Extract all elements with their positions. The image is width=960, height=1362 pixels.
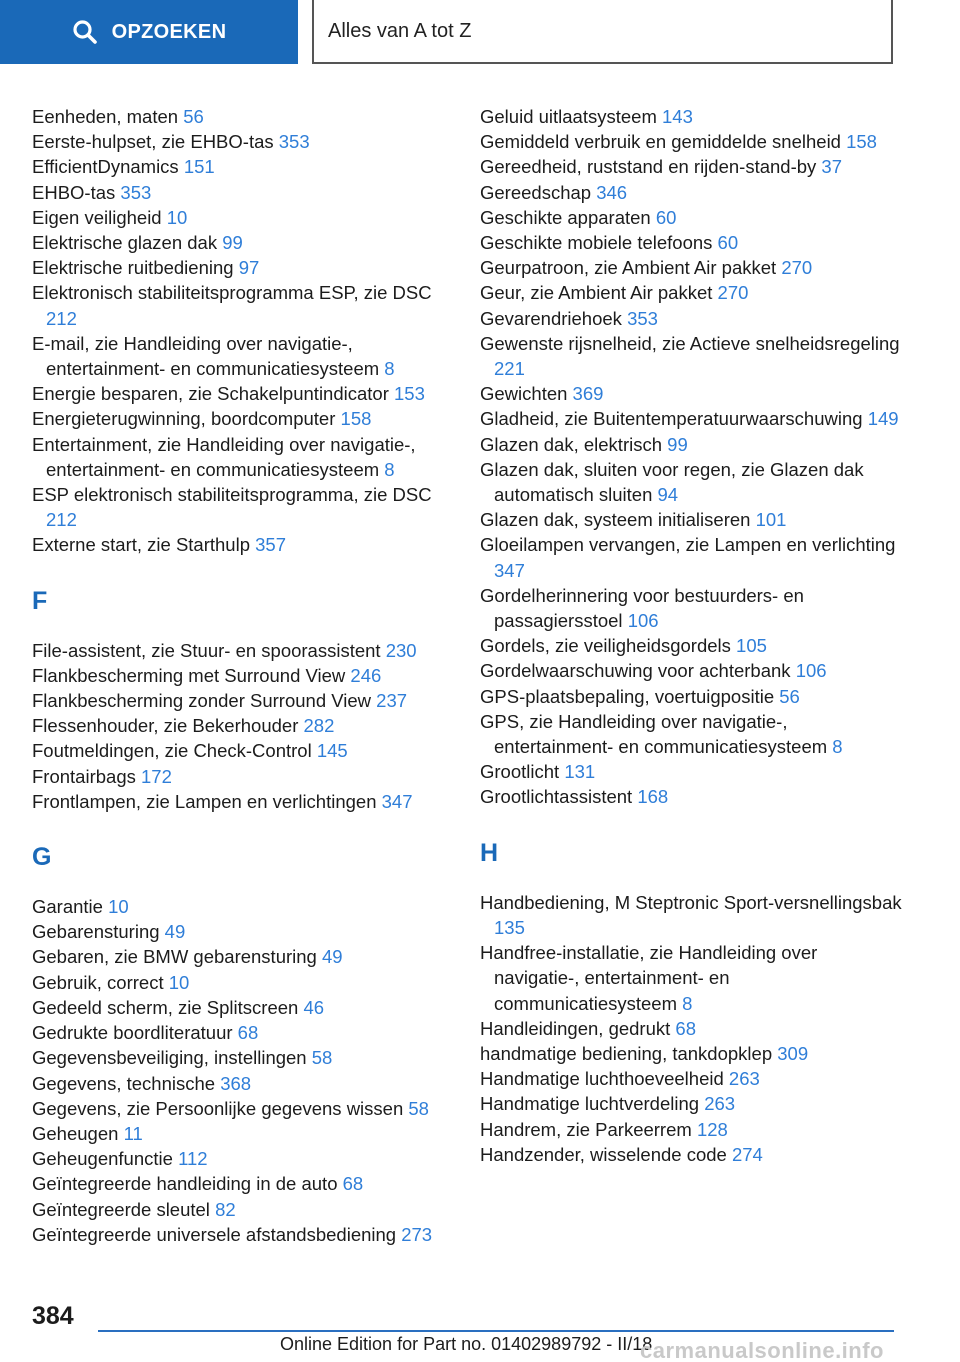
page-link[interactable]: 82 [215, 1198, 236, 1220]
index-entry [32, 1045, 452, 1070]
index-entry-text: Gegevensbeveiliging, instellingen [32, 1047, 307, 1069]
index-entry [32, 894, 452, 919]
page-link[interactable]: 353 [120, 181, 152, 203]
index-entry-text: Gordels, zie veiligheidsgordels [480, 635, 731, 657]
index-entry [32, 255, 452, 280]
index-entry [480, 784, 905, 809]
index-entry [32, 104, 452, 129]
index-entry-text: Handmatige luchthoeveelheid [480, 1068, 724, 1090]
section-letter: F [32, 586, 48, 615]
index-entry-text: Eenheden, maten [32, 106, 179, 127]
index-entry [32, 432, 452, 482]
index-entry [32, 688, 452, 713]
index-entry-text: Frontlampen, zie Lampen en verlichtingen [32, 790, 377, 812]
index-entry-text: GPS, zie Handleiding over navigatie-, entertainment- en communicatiesysteem [480, 710, 828, 758]
index-entry [32, 1121, 452, 1146]
index-entry [32, 1222, 452, 1247]
index-entry-text: Handbediening, M Steptronic Sport-versnellingsbak [480, 891, 902, 913]
index-entry-text: Externe start, zie Starthulp [32, 534, 250, 556]
section-letter: G [32, 843, 52, 872]
index-entry-text: Handrem, zie Parkeerrem [480, 1118, 692, 1140]
page-link[interactable]: 56 [779, 685, 800, 707]
page-link[interactable]: 309 [777, 1042, 809, 1064]
index-entry-text: Gewenste rijsnelheid, zie Actieve snelheidsregeling [480, 332, 900, 354]
index-entry-text: Handfree-installatie, zie Handleiding over navigatie-, entertainment- en communicatiesysteem [480, 942, 818, 1014]
index-entry-text: handmatige bediening, tankdopklep [480, 1042, 773, 1064]
page-link[interactable]: 353 [278, 131, 310, 153]
page-link[interactable]: 101 [755, 509, 787, 531]
index-entry-text: Garantie [32, 896, 103, 918]
page-link[interactable]: 270 [781, 257, 813, 279]
index-column-left [32, 104, 452, 1247]
index-entry-text: Geïntegreerde universele afstandsbediening [32, 1223, 397, 1245]
index-entry-text: Gebruik, correct [32, 971, 164, 993]
index-entry-text: Foutmeldingen, zie Check-Control [32, 740, 312, 762]
page-link[interactable]: 105 [736, 635, 767, 657]
index-entry [32, 1071, 452, 1096]
index-entry [480, 633, 905, 658]
index-entry-text: Elektronisch stabiliteitsprogramma ESP, zie DSC [32, 282, 432, 304]
index-entry-text: Elektrische glazen dak [32, 232, 218, 254]
index-entry-text: Frontairbags [32, 765, 136, 787]
index-entry [32, 789, 452, 814]
index-entry-text: Gewichten [480, 383, 568, 405]
index-entry [480, 532, 905, 582]
page-link[interactable]: 8 [682, 992, 693, 1014]
index-entry [32, 663, 452, 688]
index-entry [480, 104, 905, 129]
index-entry-text: Flankbescherming zonder Surround View [32, 690, 372, 712]
index-entry [32, 944, 452, 969]
index-entry [32, 1171, 452, 1196]
page-link[interactable]: 49 [164, 921, 186, 943]
index-entry [32, 970, 452, 995]
index-entry-text: Gordelherinnering voor bestuurders- en passagiersstoel [480, 584, 804, 632]
page-link[interactable]: 56 [183, 106, 204, 127]
index-entry-text: Gereedheid, ruststand en rijden-stand-by [480, 156, 817, 178]
index-entry-text: Glazen dak, elektrisch [480, 433, 663, 455]
index-entry-text: Grootlicht [480, 761, 560, 783]
index-entry-text: Energieterugwinning, boordcomputer [32, 408, 336, 430]
index-entry-text: Gegevens, zie Persoonlijke gegevens wissen [32, 1097, 404, 1119]
index-entry [480, 306, 905, 331]
index-entry [32, 154, 452, 179]
page-link[interactable]: 8 [832, 736, 843, 758]
index-entry [480, 1066, 905, 1091]
page-link[interactable]: 10 [168, 971, 190, 993]
index-entry [480, 432, 905, 457]
page-link[interactable]: 128 [696, 1118, 728, 1140]
footer-divider [98, 1330, 894, 1332]
index-entry [480, 280, 905, 305]
page-link[interactable]: 347 [381, 790, 413, 812]
watermark: carmanualsonline.info [640, 1338, 884, 1362]
index-entry [480, 406, 905, 431]
index-entry-text: Geschikte apparaten [480, 206, 651, 228]
index-entry [32, 230, 452, 255]
index-entry-text: EHBO-tas [32, 181, 116, 203]
index-entry [32, 381, 452, 406]
index-entry [480, 154, 905, 179]
index-entry-text: Elektrische ruitbediening [32, 257, 234, 279]
page-link[interactable]: 368 [220, 1072, 252, 1094]
index-entry-text: Entertainment, zie Handleiding over navigatie-, entertainment- en communicatiesysteem [32, 433, 416, 480]
index-entry-text: Glazen dak, systeem initialiseren [480, 509, 751, 531]
page-link[interactable]: 346 [596, 181, 628, 203]
page-link[interactable]: 49 [321, 946, 343, 968]
index-entry-text: File-assistent, zie Stuur- en spoorassistent [32, 639, 381, 661]
index-entry-text: Flessenhouder, zie Bekerhouder [32, 715, 299, 737]
index-entry [32, 995, 452, 1020]
index-entry-text: Geur, zie Ambient Air pakket [480, 282, 713, 304]
edition-text: Online Edition for Part no. 01402989792 - II/18 [280, 1334, 653, 1354]
index-entry [32, 406, 452, 431]
index-entry-text: GPS-plaatsbepaling, voertuigpositie [480, 685, 775, 707]
index-entry-text: Geïntegreerde sleutel [32, 1198, 210, 1220]
index-entry [480, 381, 905, 406]
page-link[interactable]: 168 [637, 786, 669, 808]
index-entry-text: Eerste-hulpset, zie EHBO-tas [32, 131, 274, 153]
index-entry-text: Gemiddeld verbruik en gemiddelde snelheid [480, 131, 841, 153]
page-link[interactable]: 212 [46, 509, 77, 531]
page-link[interactable]: 273 [401, 1223, 433, 1245]
page-link[interactable]: 145 [316, 740, 348, 762]
page-link[interactable]: 60 [717, 232, 739, 254]
search-button-label: OPZOEKEN [111, 20, 227, 43]
page-link[interactable]: 274 [731, 1143, 763, 1165]
page-link[interactable]: 106 [627, 610, 659, 632]
chapter-title: Alles van A tot Z [328, 19, 472, 42]
page-link[interactable]: 10 [108, 896, 129, 918]
index-entry-text: EfficientDynamics [32, 156, 179, 178]
page-number: 384 [32, 1302, 74, 1330]
index-entry [32, 129, 452, 154]
page-link[interactable]: 37 [821, 156, 842, 178]
index-entry-text: Glazen dak, sluiten voor regen, zie Glazen dak automatisch sluiten [480, 458, 864, 506]
page-link[interactable]: 8 [384, 358, 395, 380]
search-button[interactable] [0, 0, 298, 64]
index-entry-text: Flankbescherming met Surround View [32, 664, 346, 686]
page-link[interactable]: 68 [237, 1022, 259, 1044]
page-link[interactable]: 149 [867, 408, 899, 430]
index-entry [32, 1096, 452, 1121]
index-entry [480, 940, 905, 1016]
page-link[interactable]: 270 [717, 282, 749, 304]
page-link[interactable]: 221 [494, 358, 525, 380]
page-link[interactable]: 172 [141, 765, 172, 787]
index-entry-text: Handleidingen, gedrukt [480, 1017, 671, 1039]
page-link[interactable]: 357 [255, 534, 287, 556]
page-link[interactable]: 11 [123, 1122, 143, 1144]
index-entry [480, 890, 905, 940]
index-entry-text: Gladheid, zie Buitentemperatuurwaarschuwing [480, 408, 863, 430]
index-entry [480, 457, 905, 507]
index-entry-text: Eigen veiligheid [32, 206, 162, 228]
page-link[interactable]: 10 [166, 206, 188, 228]
page-link[interactable]: 60 [655, 206, 677, 228]
index-entry-text: Gebarensturing [32, 921, 160, 943]
index-entry [32, 482, 452, 532]
index-entry [480, 180, 905, 205]
index-entry [32, 1020, 452, 1045]
index-entry-text: ESP elektronisch stabiliteitsprogramma, zie DSC [32, 484, 432, 506]
index-entry [32, 638, 452, 663]
section-letter: H [480, 838, 499, 867]
index-entry [480, 1091, 905, 1116]
page-link[interactable]: 58 [408, 1097, 429, 1119]
page-link[interactable]: 230 [385, 639, 417, 661]
index-entry-text: Gebaren, zie BMW gebarensturing [32, 946, 317, 968]
index-entry [480, 230, 905, 255]
index-entry [32, 1197, 452, 1222]
page-link[interactable]: 99 [222, 232, 243, 254]
index-entry [32, 764, 452, 789]
index-entry [480, 331, 905, 381]
page-link[interactable]: 347 [494, 559, 525, 581]
page-link[interactable]: 112 [178, 1148, 208, 1170]
index-entry [480, 583, 905, 633]
page-link[interactable]: 237 [376, 690, 408, 712]
index-entry [32, 331, 452, 381]
index-entry [480, 709, 905, 759]
index-entry-text: Gegevens, technische [32, 1072, 216, 1094]
index-entry [480, 205, 905, 230]
page-link[interactable]: 58 [311, 1047, 333, 1069]
index-entry-text: Gevarendriehoek [480, 307, 622, 329]
index-entry [480, 1117, 905, 1142]
page-link[interactable]: 97 [238, 257, 260, 279]
page-link[interactable]: 68 [342, 1173, 364, 1195]
index-entry [32, 180, 452, 205]
index-entry [480, 1016, 905, 1041]
index-entry-text: Geheugen [32, 1122, 119, 1144]
page-link[interactable]: 131 [564, 761, 596, 783]
page-link[interactable]: 282 [303, 715, 335, 737]
index-entry-text: Gordelwaarschuwing voor achterbank [480, 660, 791, 682]
index-entry [480, 1041, 905, 1066]
index-entry-text: E-mail, zie Handleiding over navigatie-, entertainment- en communicatiesysteem [32, 332, 380, 380]
page-link[interactable]: 143 [662, 106, 693, 127]
page-link[interactable]: 135 [494, 916, 525, 938]
index-column-right [480, 104, 905, 1167]
page-link[interactable]: 153 [394, 383, 425, 405]
page-link[interactable]: 263 [704, 1093, 736, 1115]
index-entry [480, 658, 905, 683]
page-link[interactable]: 68 [675, 1017, 696, 1039]
page-link[interactable]: 212 [46, 307, 77, 329]
page-link[interactable]: 8 [384, 458, 395, 480]
index-entry-text: Geheugenfunctie [32, 1148, 173, 1170]
index-entry-text: Geïntegreerde handleiding in de auto [32, 1173, 338, 1195]
index-entry [480, 507, 905, 532]
page-link[interactable]: 99 [667, 433, 688, 455]
index-entry-text: Gereedschap [480, 181, 592, 203]
page-link[interactable]: 246 [350, 664, 382, 686]
index-entry [32, 280, 452, 330]
chapter-title-box [312, 0, 893, 64]
page-link[interactable]: 151 [183, 156, 215, 178]
search-icon [72, 19, 98, 45]
index-entry [480, 129, 905, 154]
index-entry [32, 919, 452, 944]
index-entry-text: Geschikte mobiele telefoons [480, 232, 713, 254]
index-entry-text: Geluid uitlaatsysteem [480, 106, 657, 127]
index-entry-text: Geurpatroon, zie Ambient Air pakket [480, 257, 777, 279]
index-entry-text: Gedeeld scherm, zie Splitscreen [32, 996, 299, 1018]
index-entry [480, 255, 905, 280]
page-link[interactable]: 94 [657, 484, 679, 506]
index-entry [32, 713, 452, 738]
index-entry [32, 205, 452, 230]
page-link[interactable]: 353 [627, 307, 658, 329]
index-entry [32, 532, 452, 557]
page-link[interactable]: 106 [795, 660, 827, 682]
index-entry-text: Handmatige luchtverdeling [480, 1093, 700, 1115]
index-entry [32, 1146, 452, 1171]
index-entry [32, 738, 452, 763]
page-link[interactable]: 263 [728, 1068, 760, 1090]
page-link[interactable]: 158 [846, 131, 877, 153]
index-entry [480, 684, 905, 709]
page-link[interactable]: 158 [340, 408, 372, 430]
index-entry [480, 759, 905, 784]
page-link[interactable]: 369 [572, 383, 604, 405]
page-link[interactable]: 46 [303, 996, 325, 1018]
index-entry-text: Gedrukte boordliteratuur [32, 1022, 233, 1044]
index-entry-text: Gloeilampen vervangen, zie Lampen en verlichting [480, 534, 896, 556]
index-entry [480, 1142, 905, 1167]
index-entry-text: Handzender, wisselende code [480, 1143, 727, 1165]
index-entry-text: Grootlichtassistent [480, 786, 633, 808]
index-entry-text: Energie besparen, zie Schakelpuntindicator [32, 383, 389, 405]
